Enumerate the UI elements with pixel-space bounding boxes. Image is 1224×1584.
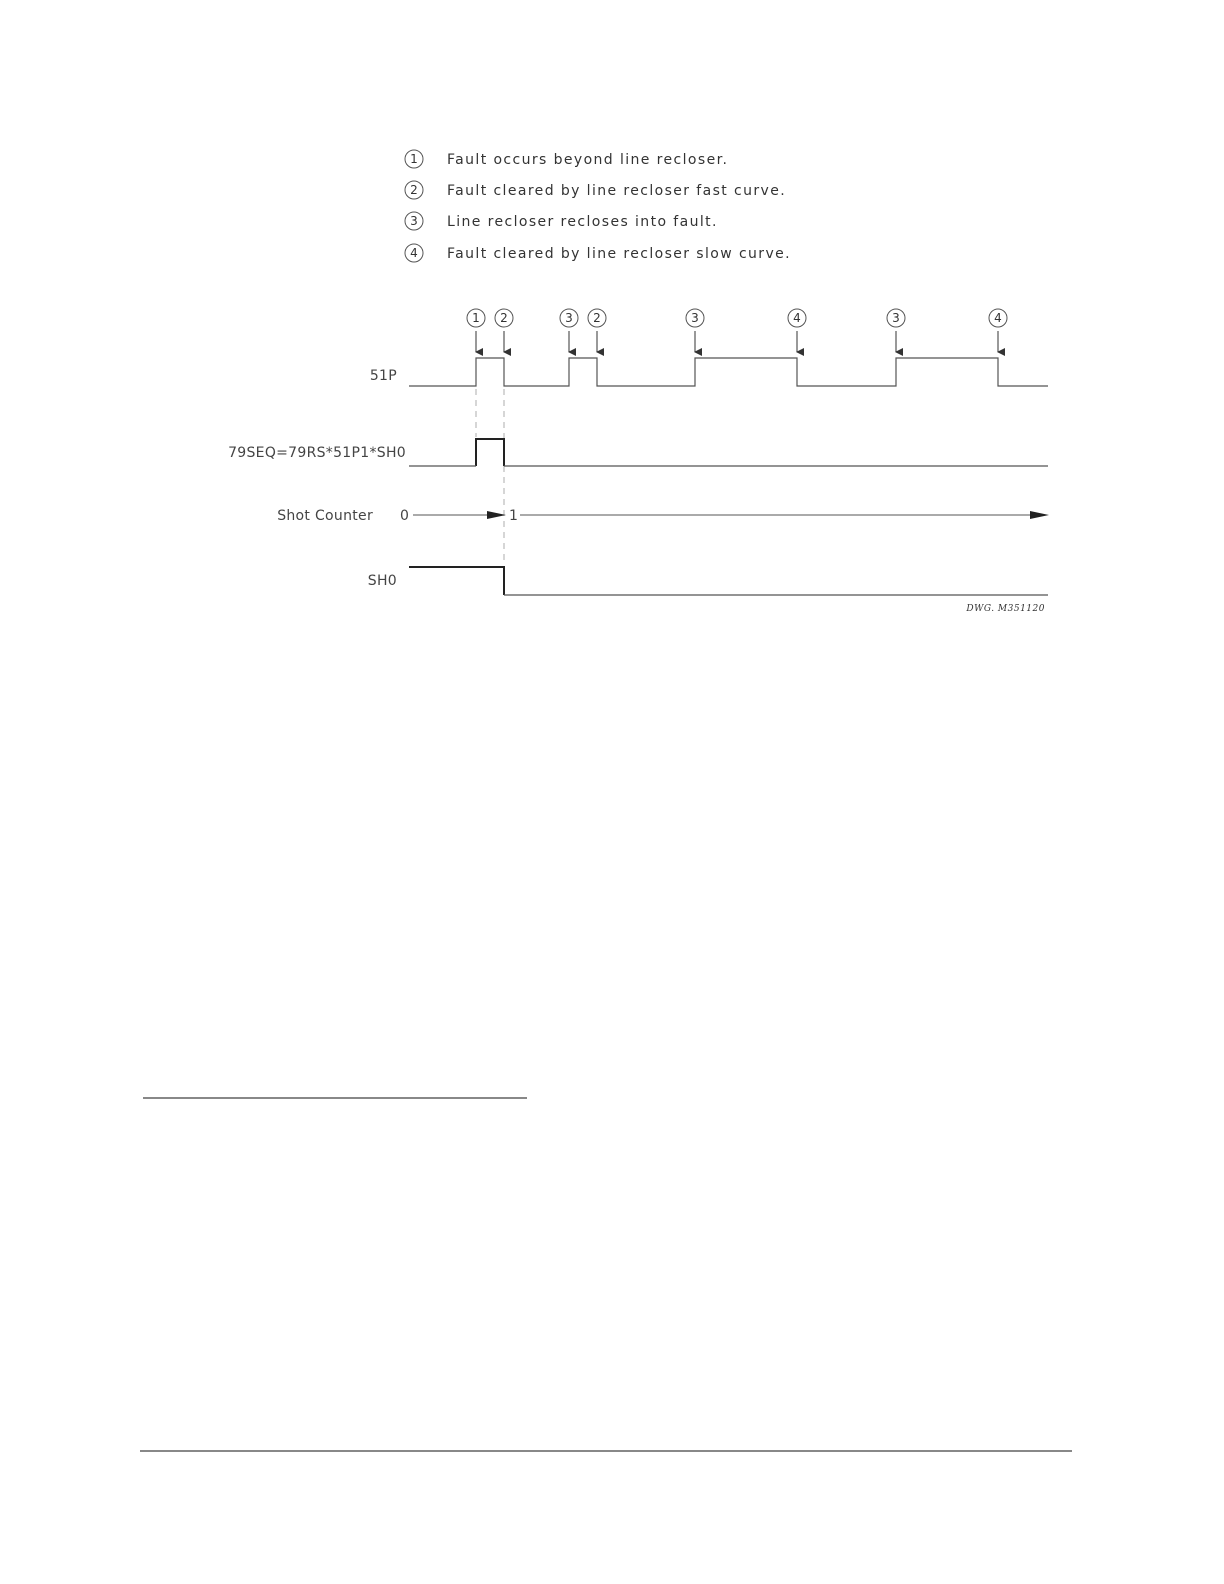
event-marker [887,309,905,352]
marker-number: 4 [793,311,801,325]
marker-number: 3 [892,311,900,325]
waveform-51p [409,358,1048,386]
event-marker [788,309,806,352]
counter-value-start: 0 [400,508,409,524]
event-marker [989,309,1007,352]
marker-number: 2 [500,311,508,325]
legend-number: 4 [410,246,418,260]
marker-number: 4 [994,311,1002,325]
marker-number: 3 [565,311,573,325]
legend-text: Line recloser recloses into fault. [447,214,718,230]
counter-arrow [1030,511,1049,519]
legend [405,150,791,262]
legend-item-2 [405,181,786,199]
signal-label-shot-counter: Shot Counter [277,508,373,524]
marker-number: 1 [472,311,480,325]
counter-arrow [487,511,506,519]
legend-text: Fault occurs beyond line recloser. [447,152,729,168]
counter-value-after: 1 [509,508,518,524]
legend-number: 2 [410,183,418,197]
waveform-sh0 [409,567,504,595]
signal-label-51p: 51P [369,368,397,384]
event-marker [560,309,578,352]
legend-text: Fault cleared by line recloser fast curve. [447,183,787,199]
marker-number: 3 [691,311,699,325]
legend-item-3 [405,212,718,230]
legend-item-4 [405,244,791,262]
waveform-79seq [476,439,504,466]
signal-label-sh0: SH0 [367,573,397,589]
event-marker [495,309,513,352]
legend-item-1 [405,150,728,168]
legend-number: 1 [410,152,418,166]
event-markers [467,309,1007,352]
event-marker [686,309,704,352]
legend-number: 3 [410,214,418,228]
event-marker [588,309,606,352]
signal-label-79seq: 79SEQ=79RS*51P1*SH0 [228,445,406,461]
shot-counter-track [400,508,1049,524]
event-marker [467,309,485,352]
legend-text: Fault cleared by line recloser slow curve. [447,246,792,262]
drawing-id: DWG. M351120 [966,604,1045,614]
marker-number: 2 [593,311,601,325]
